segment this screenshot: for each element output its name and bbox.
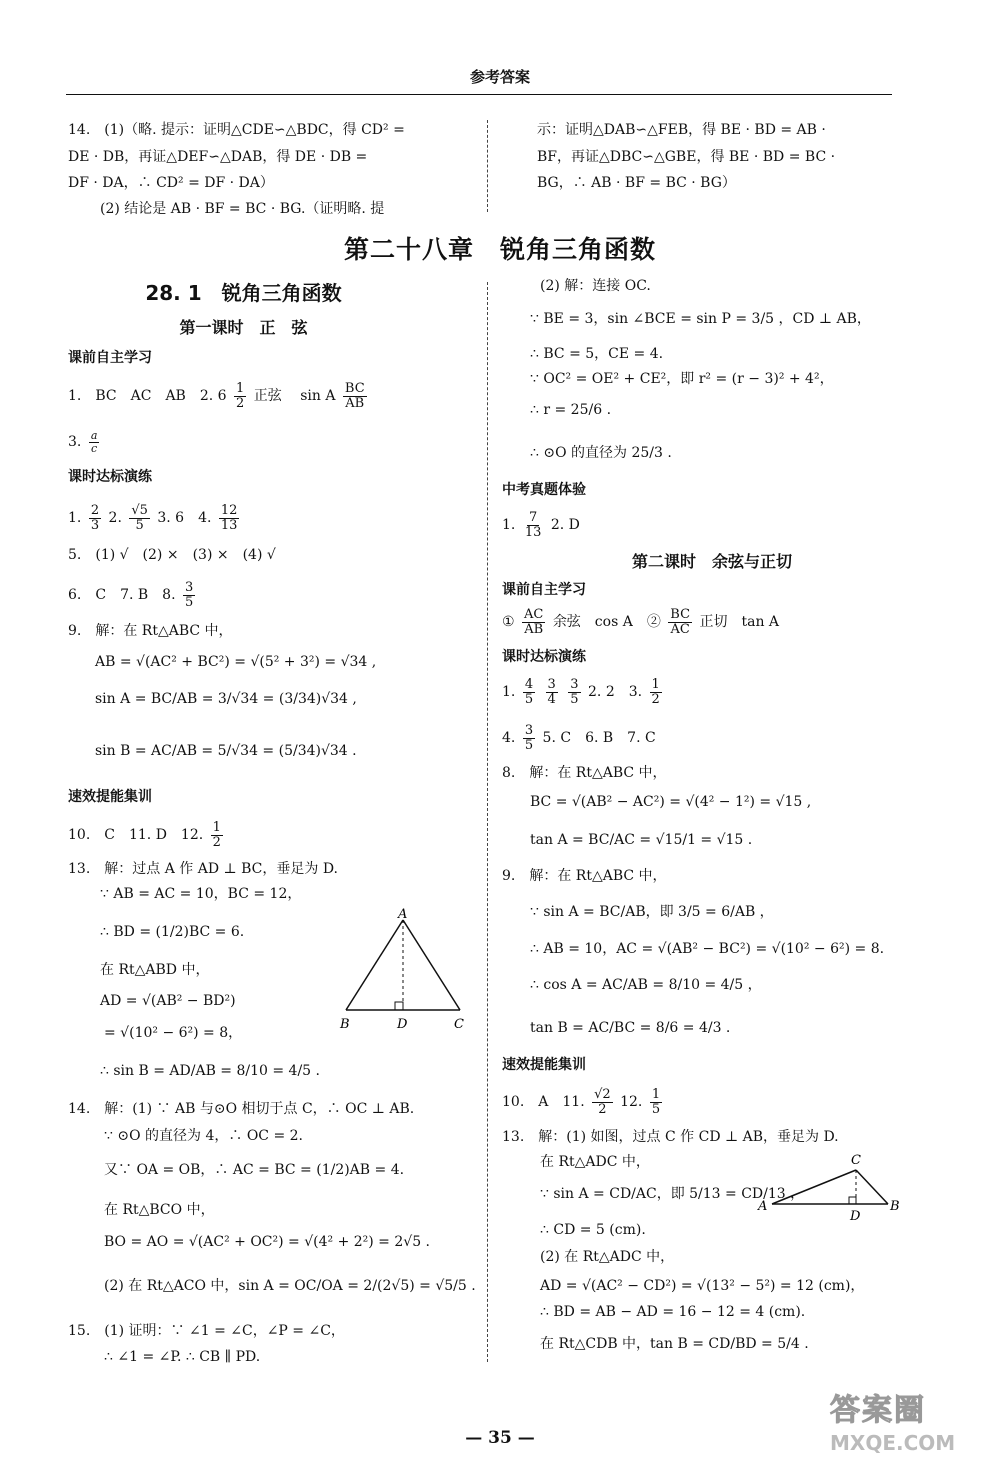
heading-fast-training-2: 速效提能集训 [502, 1057, 586, 1073]
solution-13-line5: AD = √(AB² − BD²) [100, 993, 236, 1009]
vertex-b-label: B [340, 1017, 350, 1032]
fraction [523, 511, 544, 539]
item-number: 2. [108, 510, 122, 526]
answer-14-prev-line4: (2) 结论是 AB · BF = BC · BG.（证明略. 提 [100, 201, 385, 217]
fraction [523, 724, 535, 752]
solution-15-2-line5: ∴ r = 25/6 . [530, 402, 612, 418]
numerator: a [90, 428, 98, 442]
fraction [89, 504, 101, 532]
numerator: √5 [131, 502, 148, 518]
answer-pre-1-text: 1. BC AC AB 2. 6 [68, 388, 227, 404]
denominator: 5 [184, 594, 194, 610]
solution-r13-line3: ∵ sin A = CD/AC，即 5/13 = CD/13 ， [540, 1186, 805, 1202]
solution-14-line3: 又∵ OA = OB，∴ AC = BC = (1/2)AB = 4. [104, 1162, 405, 1178]
denominator: 4 [547, 691, 556, 707]
header-rule [66, 94, 892, 95]
denominator: 2 [236, 395, 245, 411]
denominator: 5 [524, 737, 534, 753]
answer-text: 6. C 7. B 8. [68, 587, 176, 603]
page-number: — 35 — [465, 1428, 535, 1448]
fraction [650, 678, 662, 706]
fraction [234, 382, 246, 410]
watermark-line2: MXQE.COM [830, 1431, 956, 1455]
side-ac [772, 1170, 856, 1204]
solution-r13-line7: ∴ BD = AB − AD = 16 − 12 = 4 (cm). [540, 1304, 806, 1320]
side-ab [346, 920, 403, 1010]
chapter-title: 第二十八章 锐角三角函数 [343, 235, 656, 264]
answer-class-6-8 [68, 575, 198, 615]
denominator: AB [345, 395, 365, 411]
solution-13-line7: ∴ sin B = AD/AB = 8/10 = 4/5 . [100, 1063, 320, 1079]
answer-fast-10-12 [68, 815, 226, 855]
answer-fast2-10-12 [502, 1082, 665, 1122]
item-number: 1. [68, 510, 82, 526]
denominator: 5 [135, 517, 144, 533]
numerator: 1 [651, 1086, 661, 1102]
section-title: 28. 1 锐角三角函数 [145, 281, 342, 305]
vertex-d-label: D [397, 1017, 408, 1032]
side-ac [403, 920, 460, 1010]
denominator: 5 [570, 691, 579, 707]
solution-13-line2: ∵ AB = AC = 10，BC = 12， [100, 886, 302, 902]
side-cb [856, 1170, 888, 1204]
numerator: AC [524, 606, 544, 622]
solution-r9-line1: 9. 解：在 Rt△ABC 中， [502, 868, 667, 884]
fraction [546, 678, 558, 706]
solution-15-2-line1: (2) 解：连接 OC. [540, 278, 651, 294]
numerator: BC [670, 606, 691, 622]
vertex-d-label: D [850, 1209, 861, 1220]
fraction [219, 504, 240, 532]
answer-text: 2. 2 3. [588, 684, 643, 700]
solution-15-line1: 15. (1) 证明：∵ ∠1 = ∠C，∠P = ∠C， [68, 1323, 345, 1339]
item-number: ① [502, 614, 515, 630]
item-number: 1. [502, 684, 516, 700]
vertex-b-label: B [890, 1199, 900, 1214]
fraction [668, 608, 692, 636]
solution-13-line4: 在 Rt△ABD 中， [100, 962, 210, 978]
watermark-logo [830, 1385, 990, 1455]
solution-9-line3: sin A = BC/AB = 3/√34 = (3/34)√34 , [95, 691, 357, 707]
solution-15-line2: ∴ ∠1 = ∠P. ∴ CB ∥ PD. [104, 1349, 261, 1365]
numerator: BC [344, 380, 365, 396]
solution-13-line6: = √(10² − 6²) = 8， [104, 1025, 243, 1041]
fraction [343, 382, 367, 410]
answer-class-5: 5. (1) √ (2) × (3) × (4) √ [68, 547, 276, 563]
watermark-line1: 答案圈 [830, 1393, 926, 1428]
solution-15-2-line4: ∵ OC² = OE² + CE²，即 r² = (r − 3)² + 4²， [530, 371, 834, 387]
denominator: 2 [598, 1101, 607, 1117]
numerator: 1 [651, 676, 660, 692]
heading-exam: 中考真题体验 [502, 482, 586, 498]
solution-r9-line4: ∴ cos A = AC/AB = 8/10 = 4/5 ， [530, 977, 762, 993]
denominator: 2 [651, 691, 660, 707]
numerator: 4 [524, 676, 534, 692]
triangle-figure-adc [752, 1148, 902, 1220]
answer-text: 5. C 6. B 7. C [542, 730, 656, 746]
vertex-c-label: C [851, 1153, 861, 1168]
answer-text: 3. 6 4. [157, 510, 212, 526]
numerator: 3 [524, 722, 534, 738]
column-divider-top [487, 120, 488, 212]
denominator: 5 [524, 691, 534, 707]
solution-r8-line3: tan A = BC/AC = √15/1 = √15 . [530, 832, 753, 848]
solution-r13-line6: AD = √(AC² − CD²) = √(13² − 5²) = 12 (cm)， [540, 1278, 865, 1294]
answer-class-1-4 [68, 498, 242, 538]
solution-r13-line5: (2) 在 Rt△ADC 中， [540, 1249, 675, 1265]
fraction [89, 430, 100, 454]
answer-exam-1-2 [502, 505, 580, 545]
solution-r8-line1: 8. 解：在 Rt△ABC 中， [502, 765, 667, 781]
fraction [592, 1088, 613, 1116]
answer-14-prev-line3: DF · DA，∴ CD² = DF · DA） [68, 175, 274, 191]
numerator: 3 [184, 579, 194, 595]
lesson2-title: 第二课时 余弦与正切 [631, 552, 792, 571]
answer-14-prev-line2: DE · DB，再证△DEF∽△DAB，得 DE · DB = [68, 149, 368, 165]
answer-14-prev-cont3: BG，∴ AB · BF = BC · BG） [537, 175, 736, 191]
fraction [650, 1088, 662, 1116]
heading-fast-training: 速效提能集训 [68, 789, 152, 805]
denominator: AC [670, 621, 690, 637]
solution-r13-line8: 在 Rt△CDB 中，tan B = CD/BD = 5/4 . [540, 1336, 809, 1352]
answer-class2-1-3 [502, 672, 665, 712]
solution-r9-line5: tan B = AC/BC = 8/6 = 4/3 . [530, 1020, 731, 1036]
heading-class-drill: 课时达标演练 [68, 469, 152, 485]
heading-pre-study-2: 课前自主学习 [502, 582, 586, 598]
solution-r8-line2: BC = √(AB² − AC²) = √(4² − 1²) = √15 , [530, 794, 812, 810]
fraction [183, 581, 195, 609]
answer-14-prev-cont1: 示：证明△DAB∽△FEB，得 BE · BD = AB · [537, 122, 826, 138]
answer-text: 10. C 11. D 12. [68, 827, 204, 843]
solution-r13-line1: 13. 解：(1) 如图，过点 C 作 CD ⊥ AB，垂足为 D. [502, 1129, 839, 1145]
numerator: 1 [212, 819, 221, 835]
fraction [568, 678, 580, 706]
lesson-title: 第一课时 正 弦 [179, 318, 308, 337]
page-header: 参考答案 [469, 68, 530, 86]
item-number: 4. [502, 730, 516, 746]
denominator: AB [524, 621, 544, 637]
answer-pre-3 [68, 424, 102, 460]
numerator: 3 [570, 676, 579, 692]
vertex-a-label: A [758, 1199, 768, 1214]
answer-14-prev-cont2: BF，再证△DBC∽△GBE，得 BE · BD = BC · [537, 149, 836, 165]
answer-14-prev-line1: 14. (1)（略. 提示：证明△CDE∽△BDC，得 CD² = [68, 122, 405, 138]
answer-class2-4-7 [502, 718, 656, 758]
item-number: 1. [502, 517, 516, 533]
denominator: c [91, 441, 98, 455]
fraction [129, 504, 150, 532]
triangle-figure-abc [336, 908, 476, 1036]
solution-13-line1: 13. 解：过点 A 作 AD ⊥ BC，垂足为 D. [68, 861, 339, 877]
solution-9-line4: sin B = AC/AB = 5/√34 = (5/34)√34 . [95, 743, 357, 759]
heading-pre-study: 课前自主学习 [68, 350, 152, 366]
solution-14-line4: 在 Rt△BCO 中， [104, 1202, 215, 1218]
answer-pre-lesson2 [502, 602, 779, 642]
answer-pre-1-tail: 正弦 sin A [253, 388, 336, 404]
solution-14-line6: (2) 在 Rt△ACO 中，sin A = OC/OA = 2/(2√5) = √5/5 . [104, 1278, 476, 1294]
heading-class-drill-2: 课时达标演练 [502, 649, 586, 665]
answer-pre-3-num: 3. [68, 434, 82, 450]
numerator: √2 [594, 1086, 611, 1102]
answer-text: 2. D [550, 517, 580, 533]
numerator: 12 [220, 502, 238, 518]
solution-15-2-line2: ∵ BE = 3，sin ∠BCE = sin P = 3/5 ，CD ⊥ AB， [530, 311, 871, 327]
solution-r9-line3: ∴ AB = 10，AC = √(AB² − BC²) = √(10² − 6²) = 8. [530, 941, 885, 957]
solution-14-line1: 14. 解：(1) ∵ AB 与⊙O 相切于点 C，∴ OC ⊥ AB. [68, 1101, 415, 1117]
answer-text: 余弦 cos A ② [552, 614, 661, 630]
fraction [523, 678, 535, 706]
solution-15-2-line3: ∴ BC = 5，CE = 4. [530, 346, 664, 362]
solution-14-line2: ∵ ⊙O 的直径为 4，∴ OC = 2. [104, 1128, 304, 1144]
item-number: 12. [620, 1094, 643, 1110]
denominator: 2 [212, 834, 221, 850]
right-angle-mark [395, 1002, 403, 1010]
solution-r9-line2: ∵ sin A = BC/AB，即 3/5 = 6/AB ， [530, 904, 774, 920]
solution-r13-line4: ∴ CD = 5 (cm). [540, 1222, 646, 1238]
denominator: 13 [524, 524, 542, 540]
vertex-a-label: A [398, 908, 408, 922]
solution-9-line2: AB = √(AC² + BC²) = √(5² + 3²) = √34 , [95, 654, 377, 670]
solution-13-line3: ∴ BD = (1/2)BC = 6. [100, 924, 245, 940]
numerator: 2 [90, 502, 100, 518]
vertex-c-label: C [454, 1017, 464, 1032]
right-angle-mark [849, 1197, 856, 1204]
answer-pre-1 [68, 376, 370, 416]
solution-9-line1: 9. 解：在 Rt△ABC 中， [68, 623, 233, 639]
solution-14-line5: BO = AO = √(AC² + OC²) = √(4² + 2²) = 2√5 . [104, 1234, 430, 1250]
numerator: 1 [236, 380, 245, 396]
fraction [211, 821, 223, 849]
numerator: 3 [547, 676, 556, 692]
denominator: 3 [90, 517, 100, 533]
numerator: 7 [528, 509, 538, 525]
denominator: 13 [220, 517, 238, 533]
denominator: 5 [651, 1101, 661, 1117]
answer-text: 10. A 11. [502, 1094, 585, 1110]
column-divider [487, 282, 488, 1362]
answer-text: 正切 tan A [699, 614, 780, 630]
solution-r13-line2: 在 Rt△ADC 中， [540, 1154, 650, 1170]
solution-15-2-line6: ∴ ⊙O 的直径为 25/3 . [530, 445, 672, 461]
fraction [522, 608, 545, 636]
